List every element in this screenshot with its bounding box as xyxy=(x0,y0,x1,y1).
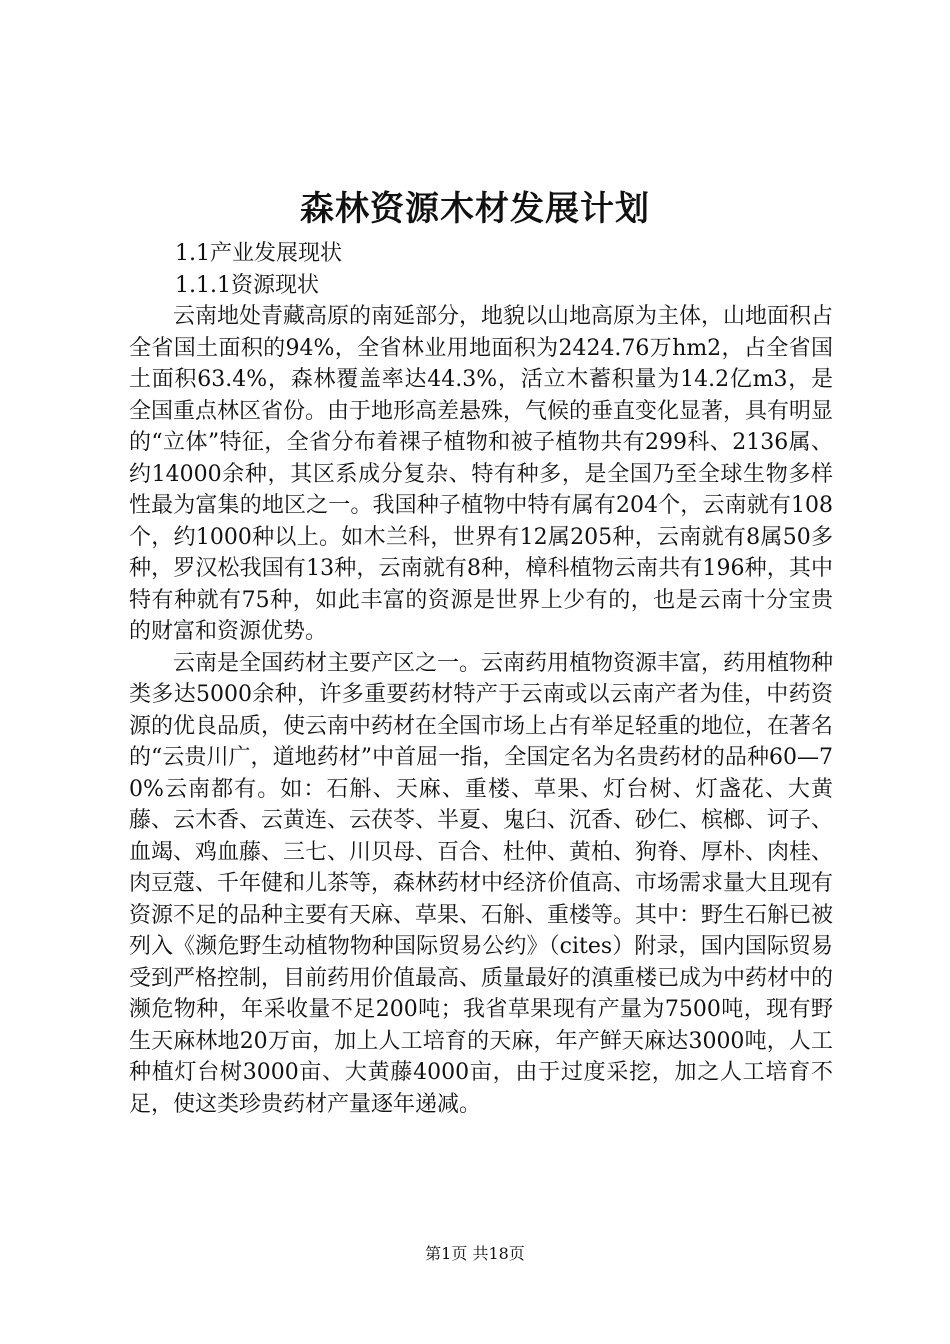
paragraph-medicinal: 云南是全国药材主要产区之一。云南药用植物资源丰富，药用植物种类多达5000余种，许多重要药材特产于云南或以云南产者为佳，中药资源的优良品质，使云南中药材在全国市场上占有举足轻重的地位，在著名的“云贵川广，道地药材”中首屈一指，全国定名为名贵药材的品种60—70%云南都有。如：石斛、天麻、重楼、草果、灯台树、灯盏花、大黄藤、云木香、云黄连、云茯苓、半夏、鬼臼、沉香、砂仁、槟榔、诃子、血竭、鸡血藤、三七、川贝母、百合、杜仲、黄柏、狗脊、厚朴、肉桂、肉豆蔻、千年健和儿茶等，森林药材中经济价值高、市场需求量大且现有资源不足的品种主要有天麻、草果、石斛、重楼等。其中：野生石斛已被列入《濒危野生动植物物种国际贸易公约》（cites）附录，国内国际贸易受到严格控制，目前药用价值最高、质量最好的滇重楼已成为中药材中的濒危物种，年采收量不足200吨；我省草果现有产量为7500吨，现有野生天麻林地20万亩，加上人工培育的天麻，年产鲜天麻达3000吨，人工种植灯台树3000亩、大黄藤4000亩，由于过度采挖，加之人工培育不足，使这类珍贵药材产量逐年递减。 xyxy=(129,650,834,1117)
document-body xyxy=(129,238,833,1120)
paragraph-resources: 云南地处青藏高原的南延部分，地貌以山地高原为主体，山地面积占全省国土面积的94%，全省林业用地面积为2424.76万hm2，占全省国土面积63.4%，森林覆盖率达44.3%，活立木蓄积量为14.2亿m3，是全国重点林区省份。由于地形高差悬殊，气候的垂直变化显著，具有明显的“立体”特征，全省分布着裸子植物和被子植物共有299科、2136属、约14000余种，其区系成分复杂、特有种多，是全国乃至全球生物多样性最为富集的地区之一。我国种子植物中特有属有204个，云南就有108个，约1000种以上。如木兰科，世界有12属205种，云南就有8属50多种，罗汉松我国有13种，云南就有8种，樟科植物云南共有196种，其中特有种就有75种，如此丰富的资源是世界上少有的，也是云南十分宝贵的财富和资源优势。 xyxy=(129,304,834,644)
section-heading-1-1: 1.1产业发展现状 xyxy=(175,241,342,266)
page-footer: 第1页 共18页 xyxy=(425,1244,525,1263)
document-title: 森林资源木材发展计划 xyxy=(300,189,650,229)
section-heading-1-1-1: 1.1.1资源现状 xyxy=(175,272,319,298)
